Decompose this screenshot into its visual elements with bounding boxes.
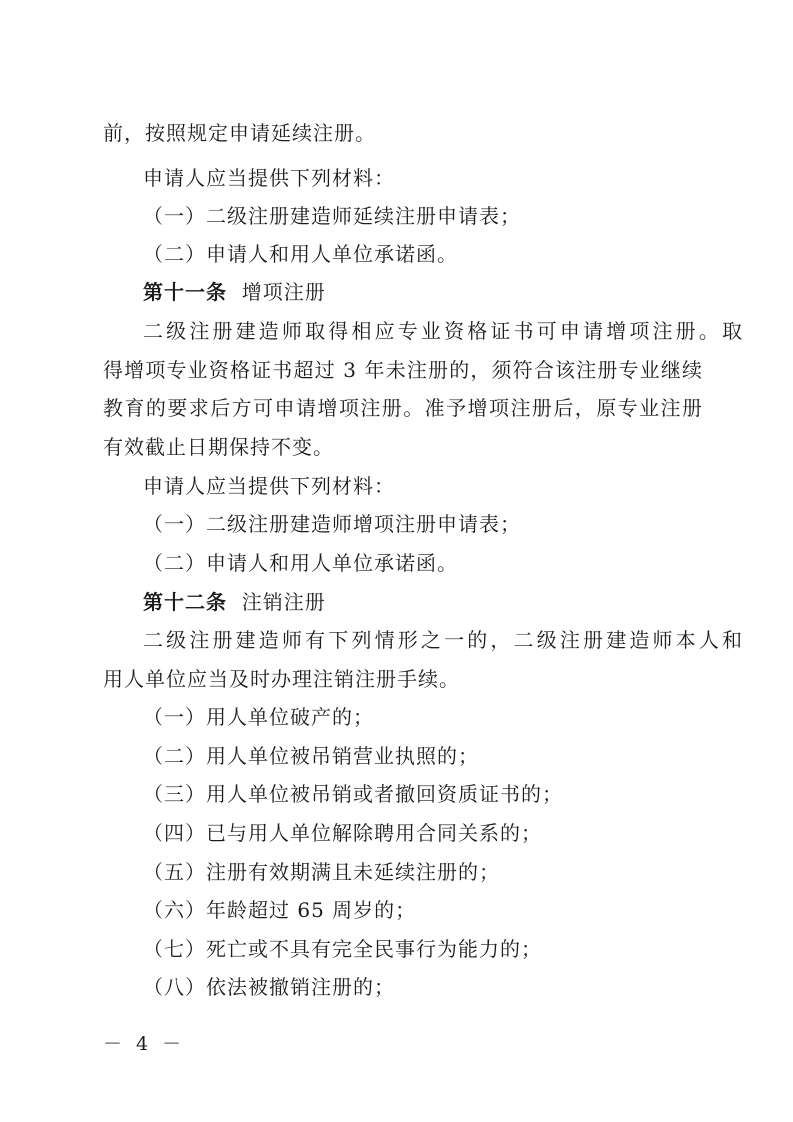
list-item: （二）申请人和用人单位承诺函。 <box>143 242 458 266</box>
list-item: （五）注册有效期满且未延续注册的； <box>143 860 500 884</box>
article-title: 增项注册 <box>241 280 326 304</box>
article-number: 第十二条 <box>143 590 227 614</box>
list-item: （七）死亡或不具有完全民事行为能力的； <box>143 937 542 961</box>
page-number: － 4 － <box>103 1033 186 1055</box>
list-item: （一）用人单位破产的； <box>143 705 374 729</box>
paragraph-line: 二级注册建造师取得相应专业资格证书可申请增项注册。取 <box>143 319 743 343</box>
list-item: （二）申请人和用人单位承诺函。 <box>143 551 458 575</box>
list-item: （六）年龄超过 65 周岁的； <box>143 898 417 922</box>
article-number: 第十一条 <box>143 280 227 304</box>
list-item: （二）用人单位被吊销营业执照的； <box>143 744 479 768</box>
list-item: （四）已与用人单位解除聘用合同关系的； <box>143 821 542 845</box>
list-item: （一）二级注册建造师延续注册申请表； <box>143 204 521 228</box>
paragraph-line: 得增项专业资格证书超过 3 年未注册的，须符合该注册专业继续 <box>103 358 703 382</box>
paragraph-line: 用人单位应当及时办理注销注册手续。 <box>103 667 460 691</box>
list-item: （三）用人单位被吊销或者撤回资质证书的； <box>143 782 563 806</box>
list-item: （一）二级注册建造师增项注册申请表； <box>143 512 521 536</box>
section-heading <box>143 587 743 617</box>
text-line: 前，按照规定申请延续注册。 <box>103 121 376 145</box>
paragraph-line: 教育的要求后方可申请增项注册。准予增项注册后，原专业注册 <box>103 396 703 420</box>
list-item: （八）依法被撤销注册的； <box>143 975 395 999</box>
paragraph-line: 有效截止日期保持不变。 <box>103 435 334 459</box>
text-line: 申请人应当提供下列材料： <box>143 474 395 498</box>
text-line: 申请人应当提供下列材料： <box>143 166 395 190</box>
article-title: 注销注册 <box>241 590 326 614</box>
paragraph-line: 二级注册建造师有下列情形之一的，二级注册建造师本人和 <box>143 628 743 652</box>
section-heading <box>143 277 743 307</box>
